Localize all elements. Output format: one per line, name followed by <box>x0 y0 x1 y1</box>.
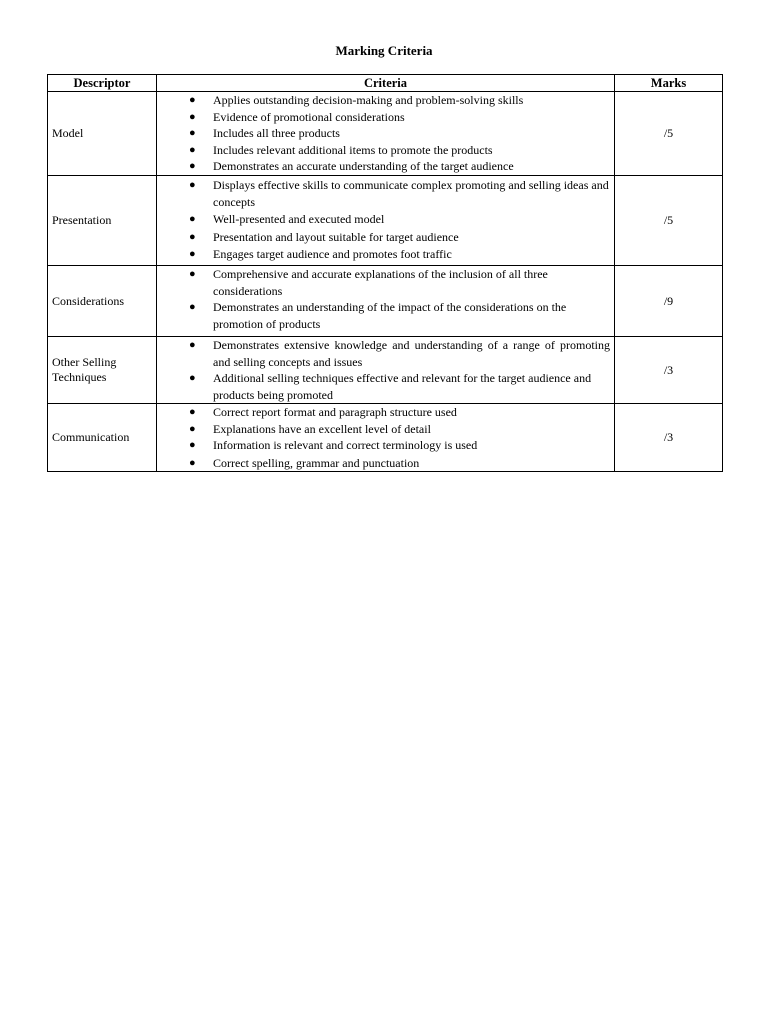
criteria-cell <box>157 266 615 337</box>
criteria-item: ● Demonstrates an understanding of the impact of the considerations on the promotion of products <box>189 300 567 331</box>
criteria-item: ● Demonstrates an accurate understanding of the target audience <box>189 159 514 173</box>
criteria-item: ● Applies outstanding decision-making and problem-solving skills <box>189 93 524 107</box>
criteria-item: ● Correct report format and paragraph structure used <box>189 405 457 419</box>
table-row <box>48 337 723 404</box>
bullet-icon: ● <box>189 339 196 351</box>
marks-cell: /5 <box>615 92 723 176</box>
criteria-item: ● Demonstrates extensive knowledge and understanding of a range of promoting and selling concepts and issues <box>189 338 610 369</box>
table-row <box>48 266 723 337</box>
bullet-icon: ● <box>189 248 196 260</box>
criteria-list <box>161 266 610 332</box>
bullet-icon: ● <box>189 230 196 243</box>
criteria-item: ● Correct spelling, grammar and punctuation <box>189 455 420 470</box>
bullet-icon: ● <box>189 213 196 225</box>
bullet-icon: ● <box>189 160 196 172</box>
table-row <box>48 404 723 472</box>
criteria-item: ● Engages target audience and promotes foot traffic <box>189 247 452 261</box>
criteria-cell <box>157 176 615 266</box>
marking-criteria-table <box>47 74 723 472</box>
criteria-item: ● Includes all three products <box>189 126 340 140</box>
marks-cell: /5 <box>615 176 723 266</box>
criteria-list <box>161 177 610 263</box>
criteria-item: ● Comprehensive and accurate explanations of the inclusion of all three considerations <box>189 267 548 298</box>
table-row <box>48 176 723 266</box>
criteria-item: ● Information is relevant and correct terminology is used <box>189 438 478 452</box>
bullet-icon: ● <box>189 301 196 313</box>
criteria-item: ● Presentation and layout suitable for target audience <box>189 229 459 244</box>
bullet-icon: ● <box>189 439 196 451</box>
descriptor-cell: Model <box>48 92 157 176</box>
table-header-row <box>48 75 723 92</box>
bullet-icon: ● <box>189 127 196 139</box>
bullet-icon: ● <box>189 406 196 418</box>
descriptor-cell: Presentation <box>48 176 157 266</box>
descriptor-cell: Considerations <box>48 266 157 337</box>
marks-cell: /9 <box>615 266 723 337</box>
criteria-list <box>161 92 610 175</box>
bullet-icon: ● <box>189 179 196 191</box>
criteria-cell <box>157 92 615 176</box>
criteria-cell <box>157 404 615 472</box>
criteria-item: ● Well-presented and executed model <box>189 212 385 226</box>
header-descriptor: Descriptor <box>48 75 157 92</box>
criteria-list <box>161 404 610 471</box>
marks-cell: /3 <box>615 337 723 404</box>
criteria-cell <box>157 337 615 404</box>
descriptor-cell: Communication <box>48 404 157 472</box>
bullet-icon: ● <box>189 143 196 156</box>
bullet-icon: ● <box>189 422 196 435</box>
criteria-list <box>161 337 610 403</box>
bullet-icon: ● <box>189 372 196 384</box>
header-marks: Marks <box>615 75 723 92</box>
bullet-icon: ● <box>189 456 196 469</box>
page-title: Marking Criteria <box>335 43 433 58</box>
criteria-item: ● Explanations have an excellent level of detail <box>189 421 431 436</box>
criteria-item: ● Evidence of promotional considerations <box>189 109 405 124</box>
bullet-icon: ● <box>189 268 196 280</box>
criteria-item: ● Includes relevant additional items to promote the products <box>189 142 493 157</box>
header-criteria: Criteria <box>157 75 615 92</box>
descriptor-cell: Other Selling Techniques <box>48 337 157 404</box>
bullet-icon: ● <box>189 94 196 106</box>
criteria-item: ● Displays effective skills to communicate complex promoting and selling ideas and concepts <box>189 178 609 209</box>
bullet-icon: ● <box>189 110 196 123</box>
criteria-item: ● Additional selling techniques effective and relevant for the target audience and products being promoted <box>189 371 592 402</box>
table-row <box>48 92 723 176</box>
marks-cell: /3 <box>615 404 723 472</box>
